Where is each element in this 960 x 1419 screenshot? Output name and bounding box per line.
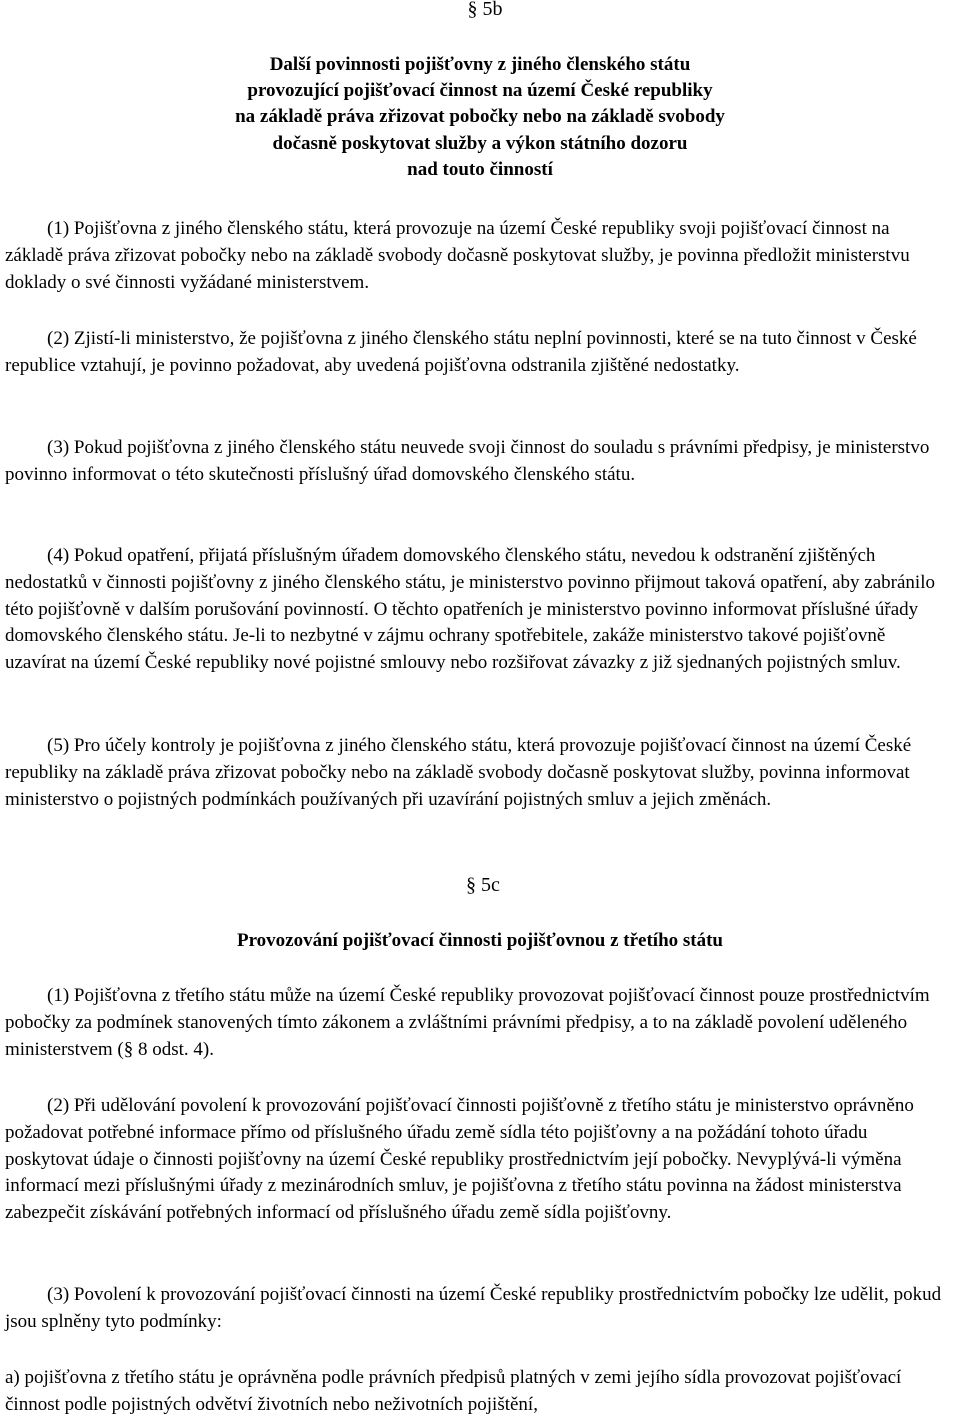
heading-line: nad touto činností [407, 158, 553, 180]
paragraph-5b-2: (2) Zjistí-li ministerstvo, že pojišťovna z jiného členského státu neplní povinnosti, které se na tuto činnost v České republice vztahují, je povinno požadovat, aby uvedená pojišťovna odstranila zjištěné nedostatky. [5, 328, 917, 376]
paragraph-5c-3: (3) Povolení k provozování pojišťovací činnosti na území České republiky prostřednictvím pobočky lze udělit, pokud jsou splněny tyto podmínky: [5, 1284, 942, 1332]
paragraph-5c-2: (2) Při udělování povolení k provozování pojišťovací činnosti pojišťovně z třetího státu je ministerstvo oprávněno požadovat potřebné informace přímo od příslušného úřadu země sídla této pojišťovny a na požádání tohoto úřadu poskytovat údaje o činnosti pojišťovny na území České republiky prostřednictvím její pobočky. Nevyplývá-li výměna informací mezi příslušnými úřady z mezinárodních smluv, je pojišťovna z třetího státu povinna na žádost ministerstva zabezpečit získávání potřebných informací od příslušného úřadu země sídla pojišťovny. [5, 1095, 914, 1224]
paragraph-5c-3a: a) pojišťovna z třetího státu je oprávněna podle právních předpisů platných v zemi jejího sídla provozovat pojišťovací činnost podle pojistných odvětví životních nebo neživotních pojištění, [5, 1367, 902, 1415]
paragraph-5b-5: (5) Pro účely kontroly je pojišťovna z jiného členského státu, která provozuje pojišťovací činnost na území České republiky na základě práva zřizovat pobočky nebo na základě svobody dočasně poskytovat služby, povinna informovat ministerstvo o pojistných podmínkách používaných při uzavírání pojistných smluv a jejich změnách. [5, 735, 912, 810]
heading-line: dočasně poskytovat služby a výkon státního dozoru [272, 132, 688, 154]
paragraph-5b-4: (4) Pokud opatření, přijatá příslušným úřadem domovského členského státu, nevedou k odstranění zjištěných nedostatků v činnosti pojišťovny z jiného členského státu, je ministerstvo povinno přijmout taková opatření, aby zabránilo této pojišťovně v dalším porušování povinností. O těchto opatřeních je ministerstvo povinno informovat příslušné úřady domovského členského státu. Je-li to nezbytné v zájmu ochrany spotřebitele, zakáže ministerstvo takové pojišťovně uzavírat na území České republiky nové pojistné smlouvy nebo rozšiřovat závazky z již sjednaných pojistných smluv. [5, 545, 935, 674]
paragraph-5c-1: (1) Pojišťovna z třetího státu může na území České republiky provozovat pojišťovací činnost pouze prostřednictvím pobočky za podmínek stanovených tímto zákonem a zvláštními právními předpisy, a to na základě povolení uděleného ministerstvem (§ 8 odst. 4). [5, 985, 930, 1060]
paragraph-5b-3: (3) Pokud pojišťovna z jiného členského státu neuvede svoji činnost do souladu s právními předpisy, je ministerstvo povinno informovat o této skutečnosti příslušný úřad domovského členského státu. [5, 437, 930, 485]
section-heading-5c: Provozování pojišťovací činnosti pojišťovnou z třetího státu [236, 930, 723, 951]
section-number-5b: § 5b [467, 0, 503, 20]
heading-line: na základě práva zřizovat pobočky nebo na základě svobody [235, 106, 725, 128]
heading-line: provozující pojišťovací činnost na území České republiky [247, 80, 713, 102]
heading-line: Další povinnosti pojišťovny z jiného členského státu [269, 54, 691, 75]
section-heading-5b [0, 52, 960, 183]
paragraph-5b-1: (1) Pojišťovna z jiného členského státu, která provozuje na území České republiky svoji pojišťovací činnost na základě práva zřizovat pobočky nebo na základě svobody dočasně poskytovat služby, je povinna předložit ministerstvu doklady o své činnosti vyžádané ministerstvem. [5, 218, 910, 293]
section-number-5c: § 5c [466, 874, 500, 896]
